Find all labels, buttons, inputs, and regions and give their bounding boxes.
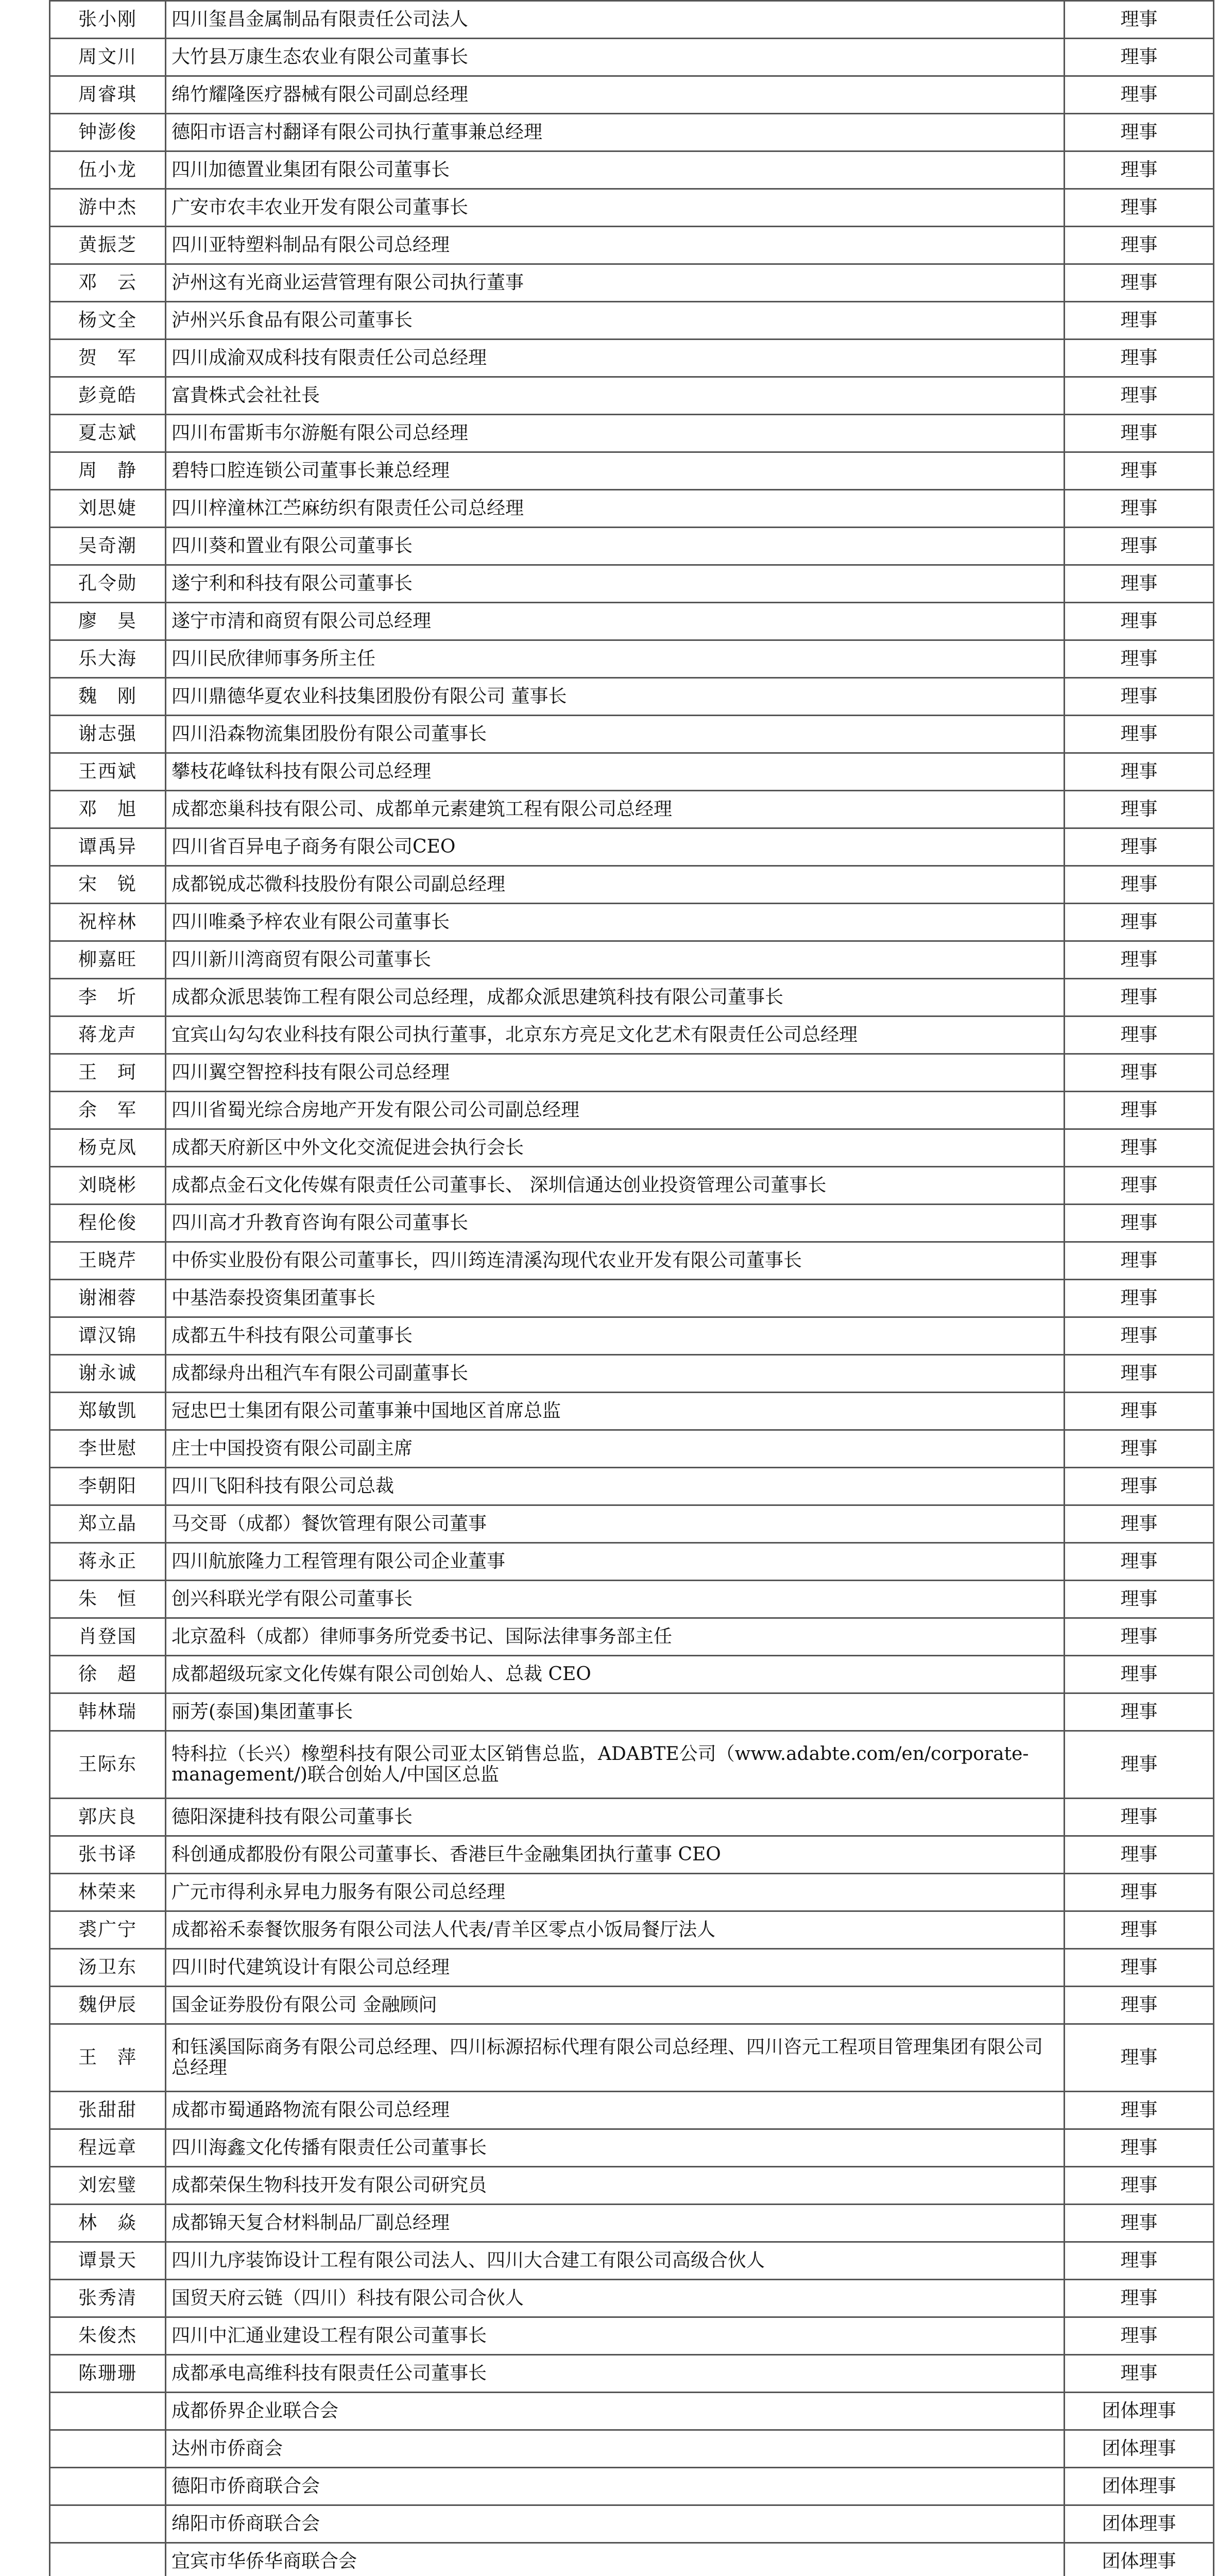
table-row <box>50 1949 1214 1987</box>
role-cell: 理事 <box>1065 1911 1214 1949</box>
organization-cell: 成都天府新区中外文化交流促进会执行会长 <box>166 1129 1065 1167</box>
member-name-cell: 王西斌 <box>50 753 166 791</box>
table-row <box>50 114 1214 151</box>
member-name-cell: 李朝阳 <box>50 1468 166 1505</box>
table-row <box>50 2430 1214 2468</box>
organization-cell: 四川省蜀光综合房地产开发有限公司公司副总经理 <box>166 1092 1065 1129</box>
organization-cell: 富貴株式会社社長 <box>166 377 1065 415</box>
member-name-cell: 周文川 <box>50 39 166 76</box>
role-cell: 理事 <box>1065 753 1214 791</box>
member-name-cell: 谢永诚 <box>50 1355 166 1393</box>
member-name-cell: 廖 昊 <box>50 603 166 640</box>
organization-cell: 达州市侨商会 <box>166 2430 1065 2468</box>
table-row <box>50 1129 1214 1167</box>
member-name-cell: 李 圻 <box>50 979 166 1016</box>
table-row <box>50 2468 1214 2505</box>
organization-cell: 国金证券股份有限公司 金融顾问 <box>166 1987 1065 2024</box>
organization-cell: 四川省百异电子商务有限公司CEO <box>166 828 1065 866</box>
organization-cell: 四川海鑫文化传播有限责任公司董事长 <box>166 2129 1065 2167</box>
organization-cell: 攀枝花峰钛科技有限公司总经理 <box>166 753 1065 791</box>
member-name-cell: 林 焱 <box>50 2205 166 2242</box>
organization-cell: 四川鼎德华夏农业科技集团股份有限公司 董事长 <box>166 678 1065 716</box>
member-name-cell: 谭汉锦 <box>50 1317 166 1355</box>
organization-cell: 成都绿舟出租汽车有限公司副董事长 <box>166 1355 1065 1393</box>
member-name-cell: 刘思婕 <box>50 490 166 528</box>
organization-cell: 四川加德置业集团有限公司董事长 <box>166 151 1065 189</box>
organization-cell: 马交哥（成都）餐饮管理有限公司董事 <box>166 1505 1065 1543</box>
member-name-cell: 彭竟皓 <box>50 377 166 415</box>
role-cell: 理事 <box>1065 1092 1214 1129</box>
organization-cell: 中基浩泰投资集团董事长 <box>166 1280 1065 1317</box>
table-row <box>50 2242 1214 2280</box>
organization-cell: 宜宾市华侨华商联合会 <box>166 2543 1065 2576</box>
table-row <box>50 1911 1214 1949</box>
organization-cell: 成都超级玩家文化传媒有限公司创始人、总裁 CEO <box>166 1656 1065 1693</box>
table-row <box>50 866 1214 904</box>
table-row <box>50 2092 1214 2129</box>
table-row <box>50 452 1214 490</box>
table-row <box>50 2280 1214 2317</box>
member-name-cell: 谭景天 <box>50 2242 166 2280</box>
role-cell: 团体理事 <box>1065 2468 1214 2505</box>
member-name-cell: 刘宏璧 <box>50 2167 166 2205</box>
organization-cell: 成都点金石文化传媒有限责任公司董事长、 深圳信通达创业投资管理公司董事长 <box>166 1167 1065 1205</box>
member-name-cell: 张秀清 <box>50 2280 166 2317</box>
table-row <box>50 1092 1214 1129</box>
organization-cell: 四川航旅隆力工程管理有限公司企业董事 <box>166 1543 1065 1581</box>
member-name-cell: 朱俊杰 <box>50 2317 166 2355</box>
organization-cell: 四川民欣律师事务所主任 <box>166 640 1065 678</box>
member-name-cell: 朱 恒 <box>50 1581 166 1618</box>
organization-cell: 四川布雷斯韦尔游艇有限公司总经理 <box>166 415 1065 452</box>
role-cell: 理事 <box>1065 528 1214 565</box>
organization-cell: 绵竹耀隆医疗器械有限公司副总经理 <box>166 76 1065 114</box>
table-row <box>50 1393 1214 1430</box>
table-row <box>50 1543 1214 1581</box>
organization-cell: 成都荣保生物科技开发有限公司研究员 <box>166 2167 1065 2205</box>
member-name-cell: 杨克凤 <box>50 1129 166 1167</box>
member-name-cell: 王晓芹 <box>50 1242 166 1280</box>
role-cell: 理事 <box>1065 1987 1214 2024</box>
table-row <box>50 1618 1214 1656</box>
role-cell: 理事 <box>1065 114 1214 151</box>
organization-cell: 德阳市侨商联合会 <box>166 2468 1065 2505</box>
role-cell: 理事 <box>1065 1430 1214 1468</box>
role-cell: 理事 <box>1065 1836 1214 1874</box>
organization-cell: 四川中汇通业建设工程有限公司董事长 <box>166 2317 1065 2355</box>
member-name-cell: 钟澎俊 <box>50 114 166 151</box>
role-cell: 理事 <box>1065 1543 1214 1581</box>
organization-cell: 冠忠巴士集团有限公司董事兼中国地区首席总监 <box>166 1393 1065 1430</box>
member-name-cell: 魏伊辰 <box>50 1987 166 2024</box>
table-row <box>50 227 1214 264</box>
member-name-cell: 宋 锐 <box>50 866 166 904</box>
role-cell: 理事 <box>1065 377 1214 415</box>
role-cell: 团体理事 <box>1065 2543 1214 2576</box>
role-cell: 理事 <box>1065 866 1214 904</box>
organization-cell: 成都承电高维科技有限责任公司董事长 <box>166 2355 1065 2393</box>
role-cell: 理事 <box>1065 2317 1214 2355</box>
table-row <box>50 1242 1214 1280</box>
organization-cell: 成都市蜀通路物流有限公司总经理 <box>166 2092 1065 2129</box>
table-row <box>50 39 1214 76</box>
member-name-cell: 谢湘蓉 <box>50 1280 166 1317</box>
role-cell: 理事 <box>1065 2092 1214 2129</box>
table-row <box>50 528 1214 565</box>
role-cell: 理事 <box>1065 151 1214 189</box>
organization-cell: 中侨实业股份有限公司董事长，四川筠连清溪沟现代农业开发有限公司董事长 <box>166 1242 1065 1280</box>
member-name-cell: 张书译 <box>50 1836 166 1874</box>
member-name-cell: 祝梓林 <box>50 904 166 941</box>
role-cell: 理事 <box>1065 264 1214 302</box>
table-row <box>50 377 1214 415</box>
table-row <box>50 603 1214 640</box>
organization-cell: 成都裕禾泰餐饮服务有限公司法人代表/青羊区零点小饭局餐厅法人 <box>166 1911 1065 1949</box>
table-row <box>50 1 1214 39</box>
member-name-cell <box>50 2468 166 2505</box>
role-cell: 理事 <box>1065 941 1214 979</box>
member-name-cell: 周睿琪 <box>50 76 166 114</box>
role-cell: 理事 <box>1065 340 1214 377</box>
role-cell: 理事 <box>1065 2205 1214 2242</box>
role-cell: 理事 <box>1065 1581 1214 1618</box>
member-name-cell: 游中杰 <box>50 189 166 227</box>
table-row <box>50 1987 1214 2024</box>
member-name-cell: 郭庆良 <box>50 1799 166 1836</box>
role-cell: 理事 <box>1065 1355 1214 1393</box>
organization-cell: 宜宾山勾勾农业科技有限公司执行董事，北京东方亮足文化艺术有限责任公司总经理 <box>166 1016 1065 1054</box>
organization-cell: 四川飞阳科技有限公司总裁 <box>166 1468 1065 1505</box>
role-cell: 理事 <box>1065 415 1214 452</box>
role-cell: 理事 <box>1065 1280 1214 1317</box>
table-row <box>50 189 1214 227</box>
organization-cell: 四川沿森物流集团股份有限公司董事长 <box>166 716 1065 753</box>
table-row <box>50 2317 1214 2355</box>
organization-cell: 成都恋巢科技有限公司、成都单元素建筑工程有限公司总经理 <box>166 791 1065 828</box>
table-row <box>50 1505 1214 1543</box>
table-row <box>50 979 1214 1016</box>
organization-cell: 丽芳(泰国)集团董事长 <box>166 1693 1065 1731</box>
organization-cell: 四川高才升教育咨询有限公司董事长 <box>166 1205 1065 1242</box>
organization-cell: 泸州这有光商业运营管理有限公司执行董事 <box>166 264 1065 302</box>
organization-cell: 四川玺昌金属制品有限责任公司法人 <box>166 1 1065 39</box>
organization-cell: 四川新川湾商贸有限公司董事长 <box>166 941 1065 979</box>
role-cell: 团体理事 <box>1065 2393 1214 2430</box>
table-row <box>50 1581 1214 1618</box>
member-name-cell: 黄振芝 <box>50 227 166 264</box>
organization-cell: 科创通成都股份有限公司董事长、香港巨牛金融集团执行董事 CEO <box>166 1836 1065 1874</box>
table-row <box>50 1054 1214 1092</box>
member-name-cell: 谭禹异 <box>50 828 166 866</box>
table-row <box>50 340 1214 377</box>
role-cell: 理事 <box>1065 1799 1214 1836</box>
organization-cell: 和钰溪国际商务有限公司总经理、四川标源招标代理有限公司总经理、四川咨元工程项目管理集团有限公司总经理 <box>166 2024 1065 2092</box>
organization-cell: 四川九序装饰设计工程有限公司法人、四川大合建工有限公司高级合伙人 <box>166 2242 1065 2280</box>
member-table-body <box>50 1 1214 2576</box>
table-row <box>50 716 1214 753</box>
member-name-cell: 杨文全 <box>50 302 166 340</box>
table-row <box>50 1016 1214 1054</box>
table-row <box>50 1355 1214 1393</box>
role-cell: 理事 <box>1065 1054 1214 1092</box>
role-cell: 理事 <box>1065 2355 1214 2393</box>
member-name-cell: 汤卫东 <box>50 1949 166 1987</box>
table-row <box>50 2355 1214 2393</box>
member-name-cell: 孔令勋 <box>50 565 166 603</box>
organization-cell: 四川时代建筑设计有限公司总经理 <box>166 1949 1065 1987</box>
role-cell: 理事 <box>1065 716 1214 753</box>
member-name-cell: 邓 云 <box>50 264 166 302</box>
role-cell: 理事 <box>1065 791 1214 828</box>
table-row <box>50 2205 1214 2242</box>
role-cell: 理事 <box>1065 2280 1214 2317</box>
role-cell: 理事 <box>1065 2167 1214 2205</box>
member-table <box>49 0 1214 2576</box>
member-name-cell: 魏 刚 <box>50 678 166 716</box>
member-name-cell: 王 珂 <box>50 1054 166 1092</box>
member-name-cell: 伍小龙 <box>50 151 166 189</box>
table-row <box>50 640 1214 678</box>
table-row <box>50 1205 1214 1242</box>
table-row <box>50 302 1214 340</box>
organization-cell: 遂宁利和科技有限公司董事长 <box>166 565 1065 603</box>
role-cell: 团体理事 <box>1065 2430 1214 2468</box>
table-row <box>50 1317 1214 1355</box>
table-row <box>50 1836 1214 1874</box>
table-row <box>50 2024 1214 2092</box>
role-cell: 理事 <box>1065 1016 1214 1054</box>
member-name-cell: 邓 旭 <box>50 791 166 828</box>
member-name-cell: 郑立晶 <box>50 1505 166 1543</box>
organization-cell: 四川梓潼林江苎麻纺织有限责任公司总经理 <box>166 490 1065 528</box>
organization-cell: 泸州兴乐食品有限公司董事长 <box>166 302 1065 340</box>
member-name-cell: 程伦俊 <box>50 1205 166 1242</box>
member-name-cell: 周 静 <box>50 452 166 490</box>
member-name-cell: 林荣来 <box>50 1874 166 1911</box>
organization-cell: 四川成渝双成科技有限责任公司总经理 <box>166 340 1065 377</box>
table-row <box>50 1280 1214 1317</box>
organization-cell: 四川葵和置业有限公司董事长 <box>166 528 1065 565</box>
organization-cell: 绵阳市侨商联合会 <box>166 2505 1065 2543</box>
member-name-cell: 韩林瑞 <box>50 1693 166 1731</box>
role-cell: 理事 <box>1065 227 1214 264</box>
organization-cell: 碧特口腔连锁公司董事长兼总经理 <box>166 452 1065 490</box>
table-row <box>50 791 1214 828</box>
role-cell: 理事 <box>1065 678 1214 716</box>
role-cell: 理事 <box>1065 1167 1214 1205</box>
role-cell: 理事 <box>1065 1242 1214 1280</box>
member-name-cell: 陈珊珊 <box>50 2355 166 2393</box>
member-name-cell: 徐 超 <box>50 1656 166 1693</box>
role-cell: 理事 <box>1065 2024 1214 2092</box>
table-row <box>50 1874 1214 1911</box>
organization-cell: 成都锐成芯微科技股份有限公司副总经理 <box>166 866 1065 904</box>
organization-cell: 广元市得利永昇电力服务有限公司总经理 <box>166 1874 1065 1911</box>
table-row <box>50 151 1214 189</box>
role-cell: 理事 <box>1065 603 1214 640</box>
table-row <box>50 565 1214 603</box>
member-name-cell <box>50 2543 166 2576</box>
member-name-cell <box>50 2505 166 2543</box>
table-row <box>50 904 1214 941</box>
member-name-cell: 蒋龙声 <box>50 1016 166 1054</box>
organization-cell: 成都五牛科技有限公司董事长 <box>166 1317 1065 1355</box>
table-row <box>50 2543 1214 2576</box>
member-name-cell: 张甜甜 <box>50 2092 166 2129</box>
role-cell: 理事 <box>1065 979 1214 1016</box>
member-name-cell: 王际东 <box>50 1731 166 1799</box>
table-row <box>50 490 1214 528</box>
organization-cell: 四川唯桑予梓农业有限公司董事长 <box>166 904 1065 941</box>
table-row <box>50 415 1214 452</box>
table-row <box>50 1468 1214 1505</box>
table-row <box>50 753 1214 791</box>
role-cell: 理事 <box>1065 1505 1214 1543</box>
table-row <box>50 678 1214 716</box>
member-name-cell: 余 军 <box>50 1092 166 1129</box>
role-cell: 理事 <box>1065 1656 1214 1693</box>
organization-cell: 四川亚特塑料制品有限公司总经理 <box>166 227 1065 264</box>
organization-cell: 庄士中国投资有限公司副主席 <box>166 1430 1065 1468</box>
table-row <box>50 941 1214 979</box>
role-cell: 理事 <box>1065 2129 1214 2167</box>
table-row <box>50 2505 1214 2543</box>
organization-cell: 遂宁市清和商贸有限公司总经理 <box>166 603 1065 640</box>
role-cell: 理事 <box>1065 1317 1214 1355</box>
member-name-cell: 柳嘉旺 <box>50 941 166 979</box>
role-cell: 理事 <box>1065 1129 1214 1167</box>
organization-cell: 大竹县万康生态农业有限公司董事长 <box>166 39 1065 76</box>
table-row <box>50 76 1214 114</box>
table-row <box>50 828 1214 866</box>
organization-cell: 广安市农丰农业开发有限公司董事长 <box>166 189 1065 227</box>
member-name-cell: 肖登国 <box>50 1618 166 1656</box>
table-row <box>50 1430 1214 1468</box>
member-name-cell: 郑敏凯 <box>50 1393 166 1430</box>
member-name-cell: 刘晓彬 <box>50 1167 166 1205</box>
role-cell: 团体理事 <box>1065 2505 1214 2543</box>
role-cell: 理事 <box>1065 1731 1214 1799</box>
role-cell: 理事 <box>1065 1205 1214 1242</box>
member-name-cell: 程远章 <box>50 2129 166 2167</box>
member-name-cell: 乐大海 <box>50 640 166 678</box>
organization-cell: 创兴科联光学有限公司董事长 <box>166 1581 1065 1618</box>
organization-cell: 成都众派思装饰工程有限公司总经理，成都众派思建筑科技有限公司董事长 <box>166 979 1065 1016</box>
role-cell: 理事 <box>1065 1 1214 39</box>
role-cell: 理事 <box>1065 828 1214 866</box>
organization-cell: 成都侨界企业联合会 <box>166 2393 1065 2430</box>
table-row <box>50 2393 1214 2430</box>
role-cell: 理事 <box>1065 1618 1214 1656</box>
member-name-cell: 裘广宁 <box>50 1911 166 1949</box>
role-cell: 理事 <box>1065 565 1214 603</box>
member-name-cell: 夏志斌 <box>50 415 166 452</box>
member-name-cell: 蒋永正 <box>50 1543 166 1581</box>
organization-cell: 特科拉（长兴）橡塑科技有限公司亚太区销售总监，ADABTE公司（www.adabte.com/en/corporate-management/)联合创始人/中国区总监 <box>166 1731 1065 1799</box>
table-row <box>50 264 1214 302</box>
role-cell: 理事 <box>1065 452 1214 490</box>
member-name-cell: 张小刚 <box>50 1 166 39</box>
role-cell: 理事 <box>1065 1874 1214 1911</box>
role-cell: 理事 <box>1065 1468 1214 1505</box>
member-name-cell: 贺 军 <box>50 340 166 377</box>
role-cell: 理事 <box>1065 1693 1214 1731</box>
organization-cell: 北京盈科（成都）律师事务所党委书记、国际法律事务部主任 <box>166 1618 1065 1656</box>
role-cell: 理事 <box>1065 1393 1214 1430</box>
table-row <box>50 2129 1214 2167</box>
organization-cell: 国贸天府云链（四川）科技有限公司合伙人 <box>166 2280 1065 2317</box>
organization-cell: 德阳深捷科技有限公司董事长 <box>166 1799 1065 1836</box>
table-row <box>50 2167 1214 2205</box>
role-cell: 理事 <box>1065 76 1214 114</box>
table-row <box>50 1693 1214 1731</box>
role-cell: 理事 <box>1065 39 1214 76</box>
role-cell: 理事 <box>1065 904 1214 941</box>
role-cell: 理事 <box>1065 640 1214 678</box>
organization-cell: 德阳市语言村翻译有限公司执行董事兼总经理 <box>166 114 1065 151</box>
table-row <box>50 1799 1214 1836</box>
member-name-cell <box>50 2393 166 2430</box>
organization-cell: 成都锦天复合材料制品厂副总经理 <box>166 2205 1065 2242</box>
member-name-cell: 谢志强 <box>50 716 166 753</box>
table-row <box>50 1656 1214 1693</box>
role-cell: 理事 <box>1065 1949 1214 1987</box>
table-row <box>50 1167 1214 1205</box>
member-name-cell: 李世慰 <box>50 1430 166 1468</box>
role-cell: 理事 <box>1065 490 1214 528</box>
member-name-cell: 王 萍 <box>50 2024 166 2092</box>
member-name-cell: 吴奇潮 <box>50 528 166 565</box>
organization-cell: 四川翼空智控科技有限公司总经理 <box>166 1054 1065 1092</box>
role-cell: 理事 <box>1065 2242 1214 2280</box>
role-cell: 理事 <box>1065 189 1214 227</box>
table-row <box>50 1731 1214 1799</box>
role-cell: 理事 <box>1065 302 1214 340</box>
member-name-cell <box>50 2430 166 2468</box>
